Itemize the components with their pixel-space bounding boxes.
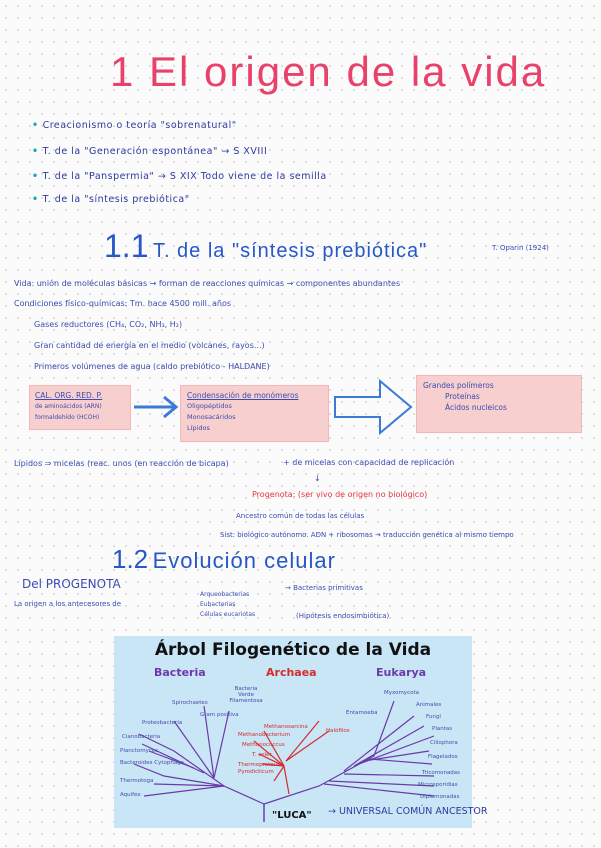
tree-label: Entamoeba xyxy=(346,710,378,716)
section-2-heading xyxy=(112,544,336,575)
bullet-text: Creacionismo o teoría "sobrenatural" xyxy=(42,120,237,131)
water-line: Primeros volúmenes de agua (caldo prebiótico - HALDANE) xyxy=(34,362,270,371)
progenota-line: Progenota: (ser vivo de origen no biológico) xyxy=(252,490,428,499)
box-polymers xyxy=(416,375,582,433)
tree-label: Methanococcus xyxy=(242,742,285,748)
section-number: 1.1 xyxy=(104,228,149,264)
ancestor-line: Ancestro común de todas las células xyxy=(236,512,365,520)
tree-label: Halófilos xyxy=(326,728,350,734)
box-heading: Grandes polímeros xyxy=(423,381,494,390)
hypothesis-note: (Hipótesis endosimbiótica) xyxy=(296,612,390,620)
box-line: Ácidos nucleicos xyxy=(445,403,507,412)
box-line: Oligopéptidos xyxy=(187,402,232,410)
tree-label: Plantas xyxy=(432,726,453,732)
tree-label: Spirochaetes xyxy=(172,700,208,706)
origin-line: La origen a los antecesores de xyxy=(14,600,122,608)
tree-label: Flagelados xyxy=(428,754,458,760)
tree-label: Thermoproteus xyxy=(238,762,281,768)
bullet-dot: • xyxy=(32,120,39,131)
bullet-dot: • xyxy=(32,194,39,205)
down-arrow-icon: ↓ xyxy=(314,474,321,483)
tree-label: Animales xyxy=(416,702,442,708)
bullet-1 xyxy=(32,120,237,131)
section-title: Evolución celular xyxy=(152,548,336,573)
group-item: Arqueobacterias xyxy=(200,591,250,598)
group-item: Células eucariotas xyxy=(200,611,256,618)
tree-label: Aquifex xyxy=(120,792,141,798)
tree-label: Fungi xyxy=(426,714,441,720)
tree-label: Bacteroides Cytophaga xyxy=(120,760,185,766)
primitive-note: → Bacterias primitivas xyxy=(285,584,363,592)
tree-label: Diplomonadas xyxy=(420,794,460,800)
section-1-heading xyxy=(104,228,427,265)
box-line: Proteínas xyxy=(445,392,480,401)
tree-label: Bacteria Verde Filamentosa xyxy=(229,686,263,704)
group-item: Eubacterias xyxy=(200,601,236,608)
bullet-4 xyxy=(32,194,190,205)
conditions-line: Condiciones físico-químicas: Tm. hace 4500 mill. años xyxy=(14,299,232,308)
lipids-line: Lípidos ⇒ micelas (reac. unos (en reacción de bicapa) xyxy=(14,459,229,468)
big-arrow-icon xyxy=(332,377,414,437)
tree-label: Gram positiva xyxy=(200,712,239,718)
tree-label: T. celer xyxy=(252,752,272,758)
tree-branches xyxy=(114,636,472,828)
bullet-2 xyxy=(32,146,267,157)
bullet-dot: • xyxy=(32,171,39,182)
tree-label: Tricomonadas xyxy=(422,770,461,776)
vida-line: Vida: unión de moléculas básicas → forman de reacciones químicas → componentes abundantes xyxy=(14,279,401,288)
bullet-3 xyxy=(32,171,327,182)
luca-note: → UNIVERSAL COMÚN ANCESTOR xyxy=(328,806,488,817)
box-condensation xyxy=(180,385,329,442)
tree-label: Thermotoga xyxy=(120,778,154,784)
box-line: Monosacáridos xyxy=(187,413,236,421)
box-heading: Condensación de monómeros xyxy=(187,391,299,400)
box-line: de aminoácidos (ARN) xyxy=(35,403,102,410)
tree-label: Methanobacterium xyxy=(238,732,291,738)
sist-line: Sist. biológico autónomo. ADN + ribosomas → traducción genética al mismo tiempo xyxy=(220,531,514,539)
tree-label: Proteobacteria xyxy=(142,720,183,726)
box-heading: CAL. ORG. RED. P. xyxy=(35,391,103,400)
luca-label: "LUCA" xyxy=(272,810,312,821)
tree-label: Cianobacteria xyxy=(122,734,161,740)
bullet-text: T. de la "Panspermia" → S XIX Todo viene de la semilla xyxy=(42,171,327,182)
bullet-text: T. de la "Generación espontánea" → S XVIII xyxy=(42,146,268,157)
tree-label: Ciliophora xyxy=(430,740,458,746)
page-title: 1 El origen de la vida xyxy=(110,48,547,95)
domain-archaea: Archaea xyxy=(266,666,317,679)
tree-label: Microsporidias xyxy=(418,782,458,788)
tree-label: Methanosarcina xyxy=(264,724,308,730)
bullet-text: T. de la "síntesis prebiótica" xyxy=(42,194,190,205)
tree-label: Pyrodicticum xyxy=(238,769,274,775)
arrow-right-icon xyxy=(132,392,182,422)
phylogenetic-tree-figure xyxy=(114,636,472,828)
groups-list xyxy=(200,590,255,620)
domain-eukarya: Eukarya xyxy=(376,666,427,679)
section-number: 1.2 xyxy=(112,544,149,574)
micelle-line: + de micelas con capacidad de replicación xyxy=(283,458,455,467)
oparin-note: T. Oparin (1924) xyxy=(492,244,549,252)
box-line: Lípidos xyxy=(187,424,210,432)
del-progenota: Del PROGENOTA xyxy=(22,577,121,591)
bullet-dot: • xyxy=(32,146,39,157)
section-title: T. de la "síntesis prebiótica" xyxy=(152,240,428,262)
box-organic xyxy=(29,385,131,430)
domain-bacteria: Bacteria xyxy=(154,666,206,679)
box-line: formaldehído (HCOH) xyxy=(35,414,100,421)
tree-label: Myxomycota xyxy=(384,690,419,696)
tree-title: Árbol Filogenético de la Vida xyxy=(154,640,432,660)
energy-line: Gran cantidad de energía en el medio (volcanes, rayos...) xyxy=(34,341,265,350)
gases-line: Gases reductores (CH₄, CO₂, NH₃, H₂) xyxy=(34,320,183,329)
tree-label: Planctomyces xyxy=(120,748,159,754)
